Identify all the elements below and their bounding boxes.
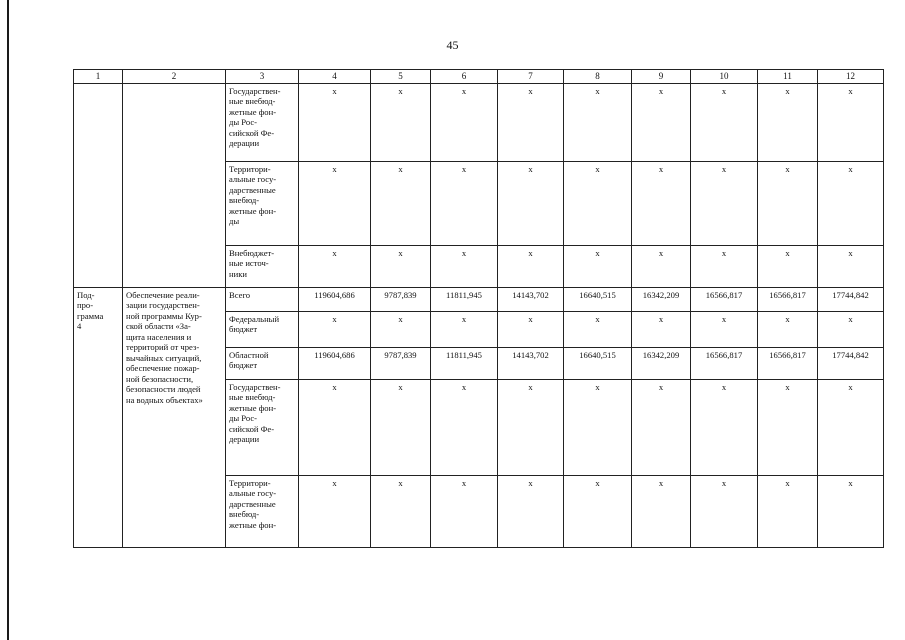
amount-cell: х: [498, 246, 564, 288]
amount-cell: 14143,702: [498, 288, 564, 312]
amount-cell: х: [632, 380, 691, 476]
amount-cell: х: [758, 312, 818, 348]
amount-cell: х: [818, 312, 884, 348]
amount-cell: х: [431, 162, 498, 246]
amount-cell: х: [758, 162, 818, 246]
amount-cell: х: [632, 84, 691, 162]
amount-cell: х: [564, 84, 632, 162]
amount-cell: 16566,817: [758, 348, 818, 380]
column-header: 7: [498, 70, 564, 84]
amount-cell: х: [691, 380, 758, 476]
funding-table: [73, 69, 884, 548]
amount-cell: х: [498, 312, 564, 348]
funding-source: Всего: [226, 288, 299, 312]
amount-cell: х: [371, 162, 431, 246]
column-header: 9: [632, 70, 691, 84]
empty-cell: [74, 84, 123, 288]
amount-cell: х: [632, 162, 691, 246]
amount-cell: х: [431, 84, 498, 162]
amount-cell: х: [498, 476, 564, 548]
page-number: 45: [446, 38, 459, 52]
amount-cell: 119604,686: [299, 288, 371, 312]
amount-cell: х: [498, 162, 564, 246]
amount-cell: х: [818, 84, 884, 162]
column-header: 2: [123, 70, 226, 84]
amount-cell: х: [632, 246, 691, 288]
amount-cell: х: [691, 312, 758, 348]
amount-cell: х: [632, 476, 691, 548]
amount-cell: х: [371, 380, 431, 476]
amount-cell: х: [299, 84, 371, 162]
table-row: [74, 288, 884, 312]
amount-cell: 16566,817: [758, 288, 818, 312]
amount-cell: х: [818, 380, 884, 476]
column-number-header: [74, 70, 884, 84]
amount-cell: 11811,945: [431, 288, 498, 312]
column-header: 6: [431, 70, 498, 84]
subprogram-name: Обеспечение реали- зации государствен- ной программы Кур- ской области «За- щита населения и территорий от чрез- вычайных ситуаций, обеспечение пожар- ной безопасности, безопасности людей на водных объектах»: [123, 288, 226, 548]
amount-cell: х: [498, 380, 564, 476]
amount-cell: х: [299, 246, 371, 288]
amount-cell: х: [564, 476, 632, 548]
funding-source: Внебюджет- ные источ- ники: [226, 246, 299, 288]
amount-cell: х: [691, 476, 758, 548]
amount-cell: 17744,842: [818, 348, 884, 380]
amount-cell: 119604,686: [299, 348, 371, 380]
amount-cell: 16640,515: [564, 288, 632, 312]
amount-cell: х: [371, 84, 431, 162]
funding-source: Территори- альные госу- дарственные внебюд- жетные фон- ды: [226, 162, 299, 246]
column-header: 4: [299, 70, 371, 84]
amount-cell: х: [818, 246, 884, 288]
amount-cell: х: [299, 162, 371, 246]
amount-cell: х: [564, 246, 632, 288]
amount-cell: х: [299, 312, 371, 348]
amount-cell: х: [299, 380, 371, 476]
funding-source: Федеральный бюджет: [226, 312, 299, 348]
column-header: 11: [758, 70, 818, 84]
binding-margin-line: [7, 0, 9, 640]
amount-cell: х: [299, 476, 371, 548]
amount-cell: 16566,817: [691, 348, 758, 380]
amount-cell: х: [818, 162, 884, 246]
amount-cell: 16566,817: [691, 288, 758, 312]
amount-cell: х: [758, 246, 818, 288]
amount-cell: х: [691, 162, 758, 246]
amount-cell: х: [564, 312, 632, 348]
amount-cell: х: [758, 476, 818, 548]
amount-cell: х: [758, 84, 818, 162]
column-header: 5: [371, 70, 431, 84]
amount-cell: х: [818, 476, 884, 548]
amount-cell: 9787,839: [371, 348, 431, 380]
amount-cell: х: [431, 476, 498, 548]
amount-cell: 11811,945: [431, 348, 498, 380]
column-header: 12: [818, 70, 884, 84]
amount-cell: х: [371, 246, 431, 288]
amount-cell: х: [691, 246, 758, 288]
empty-cell: [123, 84, 226, 288]
amount-cell: х: [632, 312, 691, 348]
amount-cell: 16342,209: [632, 348, 691, 380]
column-header: 1: [74, 70, 123, 84]
amount-cell: х: [758, 380, 818, 476]
amount-cell: х: [564, 162, 632, 246]
funding-source: Государствен- ные внебюд- жетные фон- ды Рос- сийской Фе- дерации: [226, 84, 299, 162]
column-header: 3: [226, 70, 299, 84]
amount-cell: х: [691, 84, 758, 162]
amount-cell: х: [431, 246, 498, 288]
amount-cell: 14143,702: [498, 348, 564, 380]
amount-cell: 16342,209: [632, 288, 691, 312]
amount-cell: х: [431, 380, 498, 476]
column-header: 8: [564, 70, 632, 84]
amount-cell: х: [564, 380, 632, 476]
funding-source: Территори- альные госу- дарственные внебюд- жетные фон-: [226, 476, 299, 548]
subprogram-label: Под- про- грамма 4: [74, 288, 123, 548]
amount-cell: х: [371, 312, 431, 348]
funding-source: Государствен- ные внебюд- жетные фон- ды Рос- сийской Фе- дерации: [226, 380, 299, 476]
amount-cell: 9787,839: [371, 288, 431, 312]
table-row: [74, 84, 884, 162]
amount-cell: х: [371, 476, 431, 548]
amount-cell: 17744,842: [818, 288, 884, 312]
funding-source: Областной бюджет: [226, 348, 299, 380]
amount-cell: х: [498, 84, 564, 162]
amount-cell: х: [431, 312, 498, 348]
amount-cell: 16640,515: [564, 348, 632, 380]
column-header: 10: [691, 70, 758, 84]
